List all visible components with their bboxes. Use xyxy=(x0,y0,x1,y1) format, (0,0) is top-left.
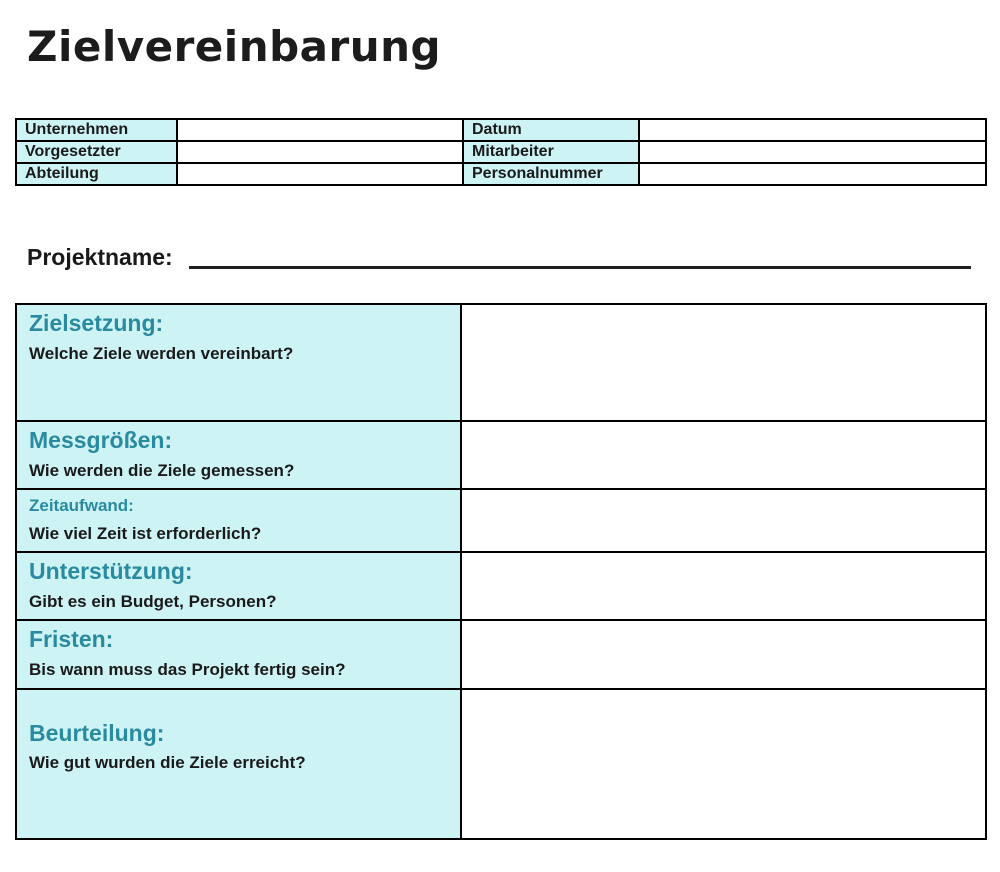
project-name-blank-field[interactable] xyxy=(189,245,971,269)
goal-row-zeitaufwand xyxy=(16,489,986,552)
section-heading-unterstuetzung: Unterstützung: xyxy=(29,558,193,585)
info-label-personalnummer: Personalnummer xyxy=(463,163,639,185)
section-heading-messgroessen: Messgrößen: xyxy=(29,427,173,454)
goal-row-beurteilung xyxy=(16,689,986,839)
info-label-vorgesetzter: Vorgesetzter xyxy=(16,141,177,163)
section-question-unterstuetzung: Gibt es ein Budget, Personen? xyxy=(29,591,277,611)
info-field-mitarbeiter[interactable] xyxy=(639,141,986,163)
info-field-datum[interactable] xyxy=(639,119,986,141)
info-label-abteilung: Abteilung xyxy=(16,163,177,185)
info-field-personalnummer[interactable] xyxy=(639,163,986,185)
section-heading-zeitaufwand: Zeitaufwand: xyxy=(29,496,134,516)
info-label-mitarbeiter: Mitarbeiter xyxy=(463,141,639,163)
answer-cell-unterstuetzung[interactable] xyxy=(461,552,986,620)
info-field-unternehmen[interactable] xyxy=(177,119,463,141)
section-question-zeitaufwand: Wie viel Zeit ist erforderlich? xyxy=(29,523,262,543)
section-heading-fristen: Fristen: xyxy=(29,626,114,653)
prompt-cell-zeitaufwand xyxy=(16,489,461,552)
answer-cell-fristen[interactable] xyxy=(461,620,986,688)
answer-cell-beurteilung[interactable] xyxy=(461,689,986,839)
answer-cell-zeitaufwand[interactable] xyxy=(461,489,986,552)
section-heading-beurteilung: Beurteilung: xyxy=(29,719,165,746)
prompt-cell-fristen xyxy=(16,620,461,688)
prompt-cell-unterstuetzung xyxy=(16,552,461,620)
info-table xyxy=(15,118,987,186)
info-row-abteilung-personalnummer xyxy=(16,163,986,185)
section-heading-zielsetzung: Zielsetzung: xyxy=(29,310,164,337)
info-row-unternehmen-datum xyxy=(16,119,986,141)
project-name-row xyxy=(27,244,973,271)
goal-row-messgroessen xyxy=(16,421,986,489)
project-name-label: Projektname: xyxy=(27,244,173,271)
answer-cell-messgroessen[interactable] xyxy=(461,421,986,489)
prompt-cell-zielsetzung xyxy=(16,304,461,421)
goal-row-zielsetzung xyxy=(16,304,986,421)
prompt-cell-messgroessen xyxy=(16,421,461,489)
goal-row-fristen xyxy=(16,620,986,688)
info-field-abteilung[interactable] xyxy=(177,163,463,185)
section-question-fristen: Bis wann muss das Projekt fertig sein? xyxy=(29,659,346,679)
page-title: Zielvereinbarung xyxy=(27,22,442,71)
goals-table xyxy=(15,303,987,839)
answer-cell-zielsetzung[interactable] xyxy=(461,304,986,421)
prompt-cell-beurteilung xyxy=(16,689,461,839)
info-field-vorgesetzter[interactable] xyxy=(177,141,463,163)
goal-row-unterstuetzung xyxy=(16,552,986,620)
info-label-datum: Datum xyxy=(463,119,639,141)
info-row-vorgesetzter-mitarbeiter xyxy=(16,141,986,163)
section-question-messgroessen: Wie werden die Ziele gemessen? xyxy=(29,460,295,480)
section-question-zielsetzung: Welche Ziele werden vereinbart? xyxy=(29,343,294,363)
info-label-unternehmen: Unternehmen xyxy=(16,119,177,141)
section-question-beurteilung: Wie gut wurden die Ziele erreicht? xyxy=(29,753,306,773)
